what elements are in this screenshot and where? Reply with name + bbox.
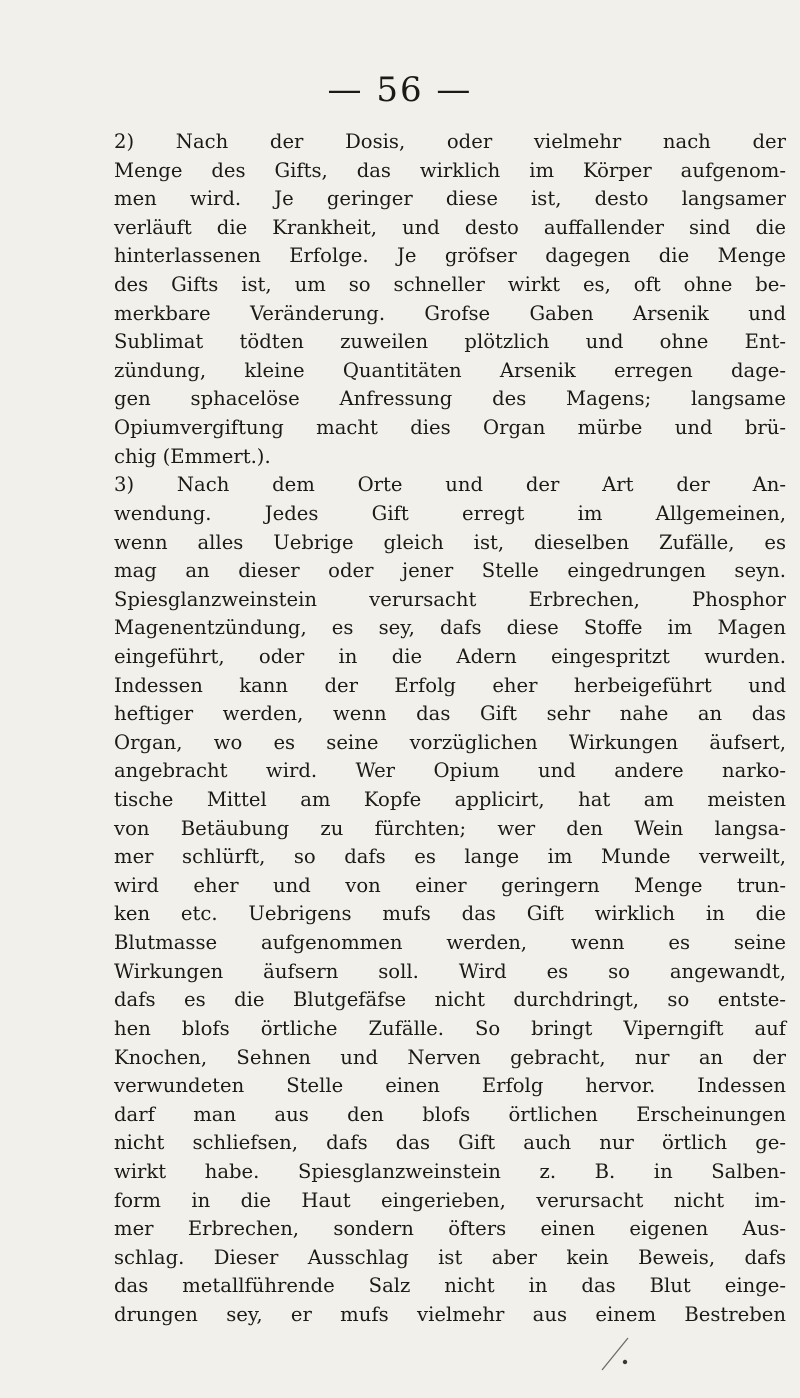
text-line: tische Mittel am Kopfe applicirt, hat am meisten [114,788,786,812]
text-line: wendung. Jedes Gift erregt im Allgemeinen, [114,501,786,525]
text-line: form in die Haut eingerieben, verursacht nicht im- [114,1188,786,1212]
text-line: heftiger werden, wenn das Gift sehr nahe an das [114,702,786,726]
text-line: Opiumvergiftung macht dies Organ mürbe und brü- [114,416,786,440]
text-line: verläuft die Krankheit, und desto auffallender sind die [114,215,786,239]
text-line: Menge des Gifts, das wirklich im Körper aufgenom- [114,158,786,182]
body-text [114,128,786,1330]
paragraph-ort-und-art [114,471,786,1329]
text-line: schlag. Dieser Ausschlag ist aber kein Beweis, dafs [114,1245,786,1269]
text-line: Spiesglanzweinstein verursacht Erbrechen, Phosphor [114,587,786,611]
text-line: 2) Nach der Dosis, oder vielmehr nach der [114,130,786,153]
text-line: von Betäubung zu fürchten; wer den Wein langsa- [114,816,786,840]
text-line: mag an dieser oder jener Stelle eingedrungen seyn. [114,559,786,583]
text-line: mer schlürft, so dafs es lange im Munde verweilt, [114,845,786,869]
text-line: chig (Emmert.). [114,444,271,468]
text-line: Indessen kann der Erfolg eher herbeigeführt und [114,673,786,697]
text-line: nicht schliefsen, dafs das Gift auch nur örtlich ge- [114,1131,786,1155]
page-number: — 56 — [327,70,473,110]
text-line: gen sphacelöse Anfressung des Magens; langsame [114,387,786,411]
text-line: das metallführende Salz nicht in das Blut einge- [114,1274,786,1298]
text-line: Blutmasse aufgenommen werden, wenn es seine [114,931,786,955]
text-line: wirkt habe. Spiesglanzweinstein z. B. in Salben- [114,1159,786,1183]
text-line: hinterlassenen Erfolge. Je gröfser dagegen die Menge [114,244,786,268]
text-line: zündung, kleine Quantitäten Arsenik erregen dage- [114,358,786,382]
text-line: merkbare Veränderung. Grofse Gaben Arsenik und [114,301,786,325]
text-line: 3) Nach dem Orte und der Art der An- [114,473,786,497]
text-line: angebracht wird. Wer Opium und andere narko- [114,759,786,783]
text-line: verwundeten Stelle einen Erfolg hervor. Indessen [114,1074,786,1098]
text-line: dafs es die Blutgefäfse nicht durchdringt, so entste- [114,988,786,1012]
text-line: Magenentzündung, es sey, dafs diese Stoffe im Magen [114,616,786,640]
text-line: wenn alles Uebrige gleich ist, dieselben Zufälle, es [114,530,786,554]
text-line: men wird. Je geringer diese ist, desto langsamer [114,187,786,211]
text-line: drungen sey, er mufs vielmehr aus einem Bestreben [114,1302,786,1326]
text-line: ken etc. Uebrigens mufs das Gift wirklich in die [114,902,786,926]
paragraph-dosis [114,128,786,471]
text-line: wird eher und von einer geringern Menge trun- [114,873,786,897]
text-line: Sublimat tödten zuweilen plötzlich und ohne Ent- [114,330,786,354]
text-line: mer Erbrechen, sondern öfters einen eigenen Aus- [114,1217,786,1241]
text-line: hen blofs örtliche Zufälle. So bringt Viperngift auf [114,1016,786,1040]
text-line: des Gifts ist, um so schneller wirkt es, oft ohne be- [114,273,786,297]
text-line: eingeführt, oder in die Adern eingespritzt wurden. [114,644,786,668]
text-line: Knochen, Sehnen und Nerven gebracht, nur an der [114,1045,786,1069]
ink-speck-icon [598,1334,632,1374]
text-line: darf man aus den blofs örtlichen Erscheinungen [114,1102,786,1126]
text-line: Organ, wo es seine vorzüglichen Wirkungen äufsert, [114,730,786,754]
text-line: Wirkungen äufsern soll. Wird es so angewandt, [114,959,786,983]
